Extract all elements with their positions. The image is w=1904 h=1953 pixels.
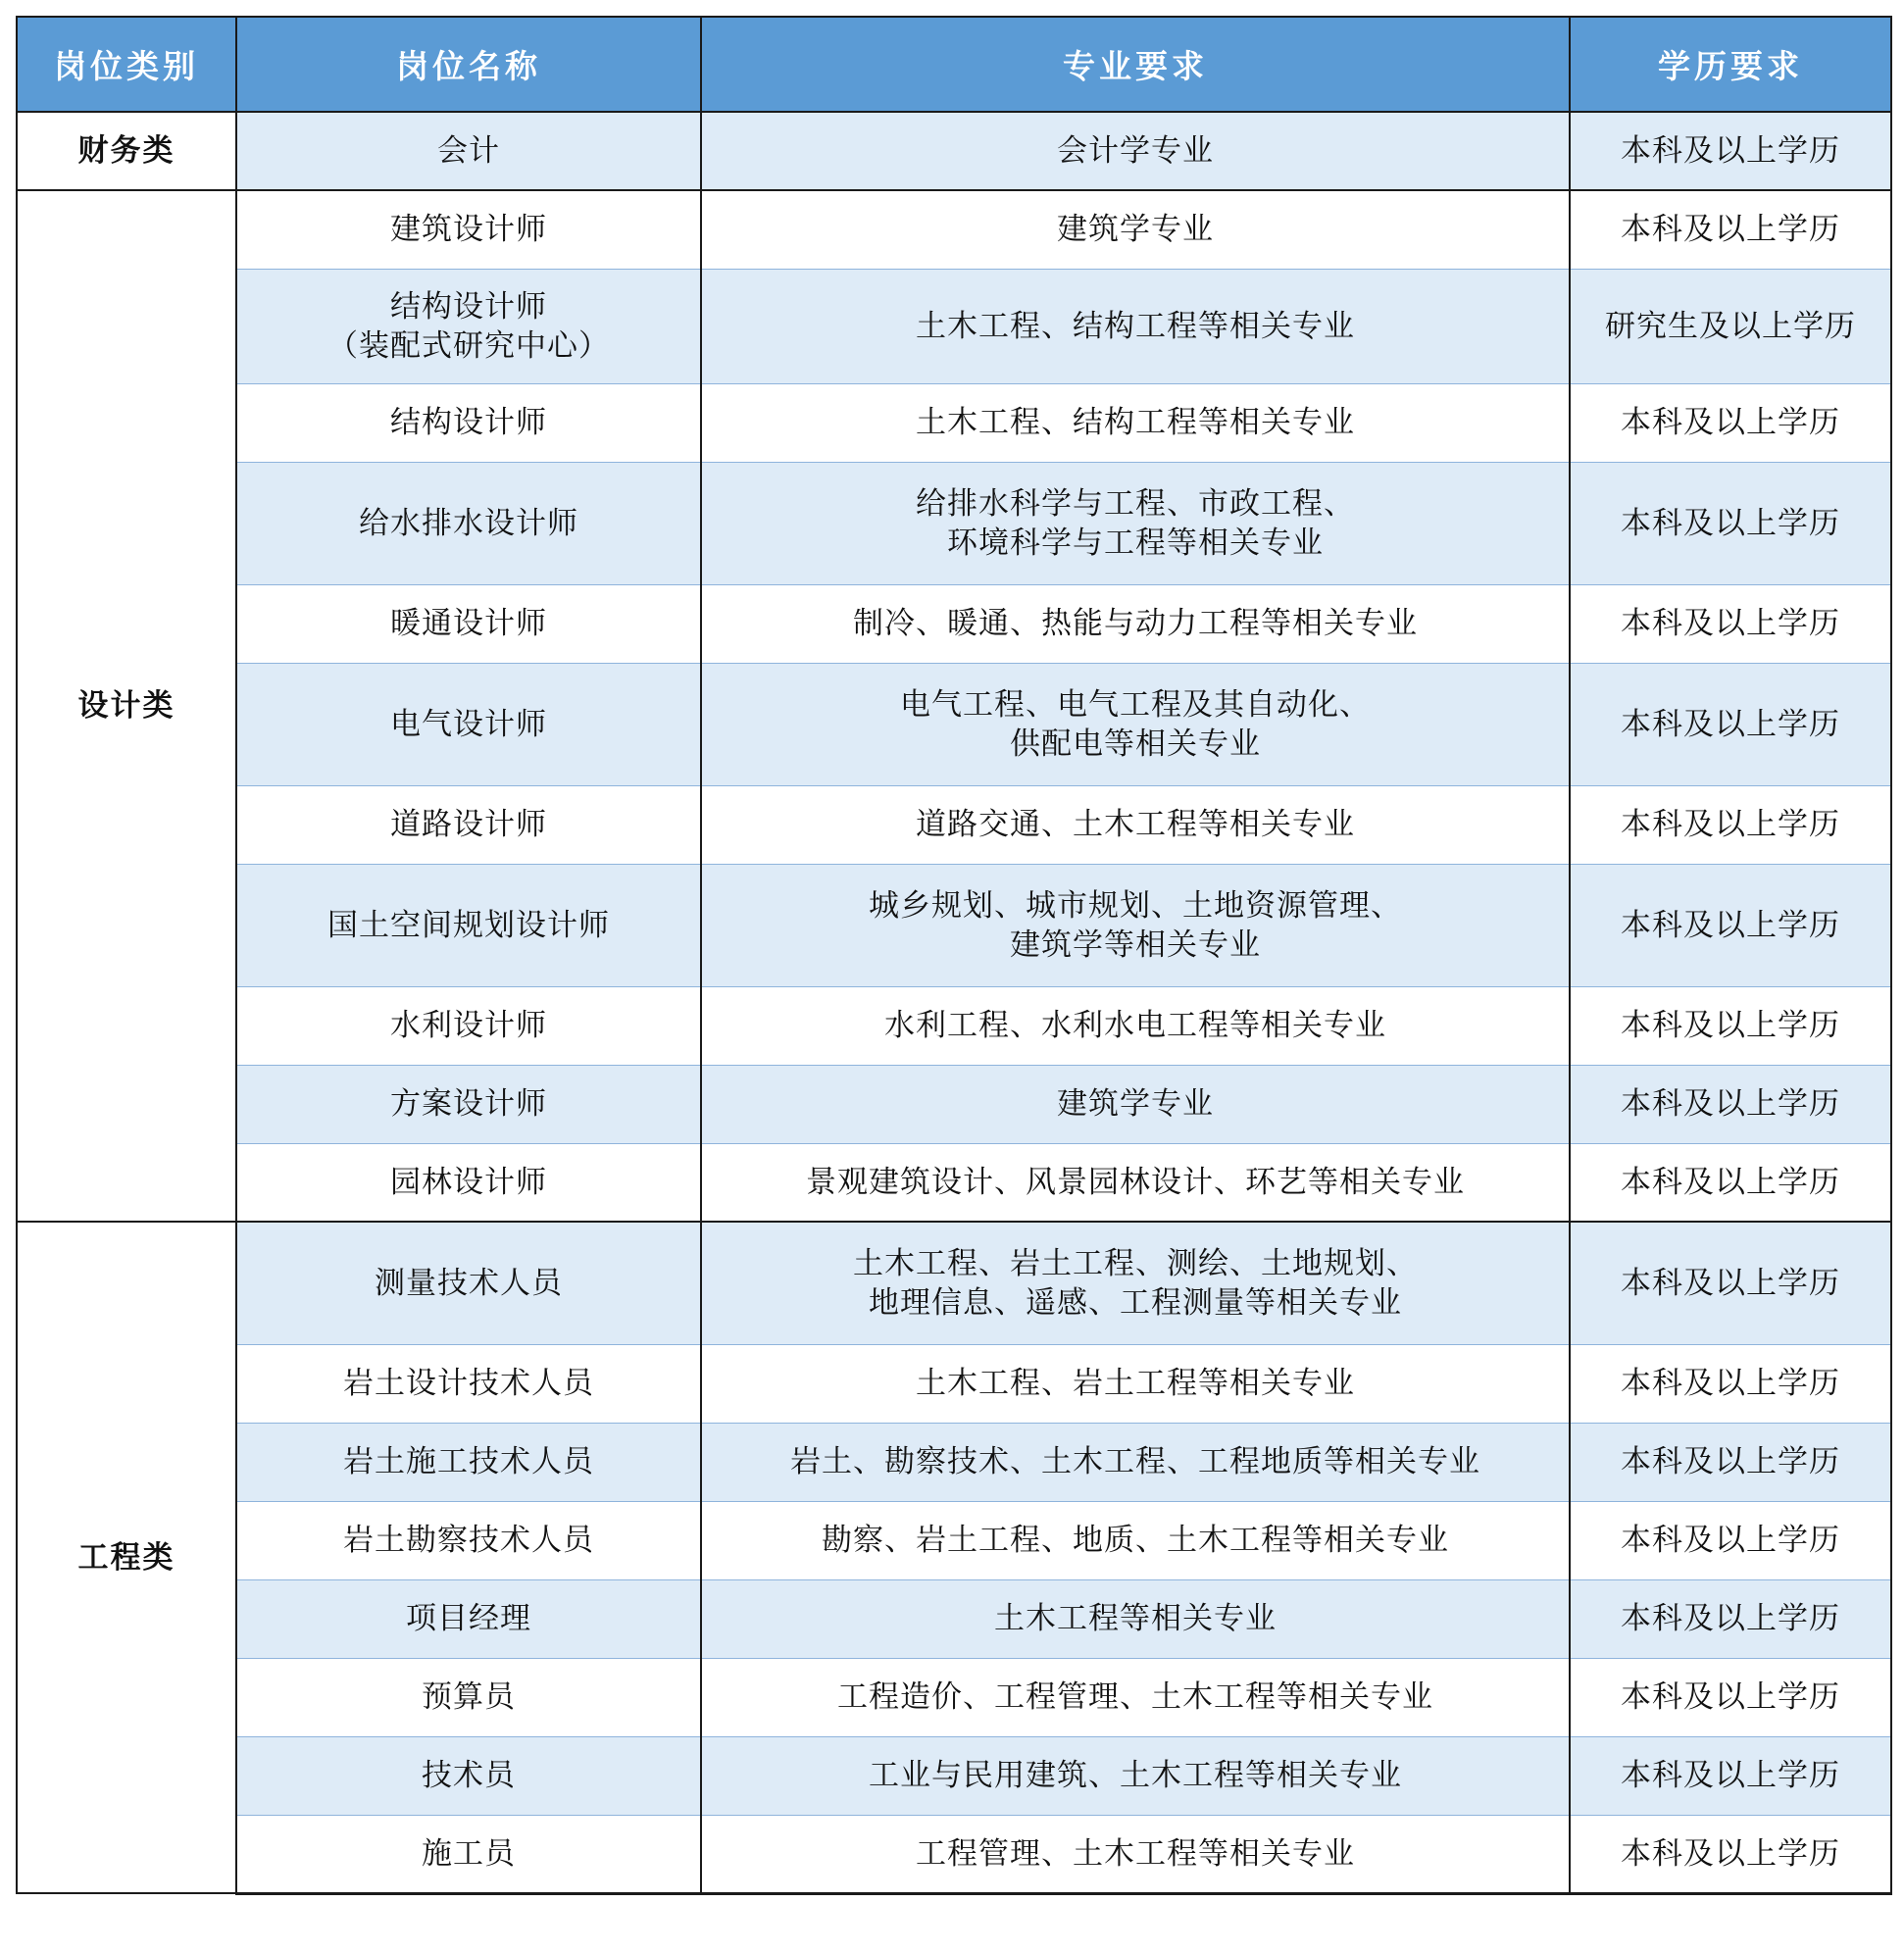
education-cell: 本科及以上学历	[1570, 1736, 1891, 1815]
category-cell: 工程类	[17, 1222, 236, 1893]
education-cell: 本科及以上学历	[1570, 864, 1891, 986]
position-cell	[236, 1344, 701, 1423]
education-cell: 本科及以上学历	[1570, 1222, 1891, 1344]
major-line: 土木工程等相关专业	[994, 1601, 1277, 1636]
table-row	[17, 383, 1891, 462]
major-line: 土木工程、岩土工程等相关专业	[916, 1366, 1355, 1401]
major-cell	[701, 462, 1570, 584]
position-line: 岩土勘察技术人员	[343, 1523, 594, 1558]
education-cell: 本科及以上学历	[1570, 785, 1891, 864]
category-cell: 财务类	[17, 112, 236, 190]
position-line: 园林设计师	[390, 1164, 547, 1200]
major-cell	[701, 112, 1570, 190]
position-line: 结构设计师	[390, 288, 547, 325]
major-line: 工程管理、土木工程等相关专业	[916, 1835, 1355, 1872]
table-row	[17, 1065, 1891, 1143]
major-line: 岩土、勘察技术、土木工程、工程地质等相关专业	[790, 1444, 1480, 1479]
header-major: 专业要求	[701, 17, 1570, 112]
education-cell: 本科及以上学历	[1570, 1344, 1891, 1423]
education-cell: 本科及以上学历	[1570, 462, 1891, 584]
major-cell	[701, 1658, 1570, 1736]
education-cell: 本科及以上学历	[1570, 1423, 1891, 1501]
major-cell	[701, 1501, 1570, 1579]
position-cell	[236, 190, 701, 269]
major-cell	[701, 269, 1570, 383]
position-cell	[236, 112, 701, 190]
major-line: 建筑学专业	[1057, 212, 1214, 248]
recruitment-table	[16, 16, 1892, 1895]
education-cell: 本科及以上学历	[1570, 1143, 1891, 1222]
position-line: （装配式研究中心）	[327, 327, 610, 364]
education-cell: 本科及以上学历	[1570, 663, 1891, 785]
major-line: 工业与民用建筑、土木工程等相关专业	[869, 1758, 1402, 1793]
position-line: 国土空间规划设计师	[327, 907, 610, 943]
table-row	[17, 986, 1891, 1065]
table-row	[17, 1658, 1891, 1736]
major-line: 供配电等相关专业	[1010, 726, 1261, 762]
position-line: 测量技术人员	[375, 1265, 563, 1301]
table-row	[17, 462, 1891, 584]
header-position: 岗位名称	[236, 17, 701, 112]
table-row	[17, 112, 1891, 190]
education-cell: 本科及以上学历	[1570, 112, 1891, 190]
position-line: 岩土施工技术人员	[343, 1444, 594, 1479]
position-line: 施工员	[422, 1835, 516, 1872]
major-line: 道路交通、土木工程等相关专业	[916, 807, 1355, 842]
position-cell	[236, 1815, 701, 1893]
major-cell	[701, 1736, 1570, 1815]
major-cell	[701, 864, 1570, 986]
position-cell	[236, 1658, 701, 1736]
major-line: 会计学专业	[1057, 133, 1214, 169]
major-line: 建筑学专业	[1057, 1086, 1214, 1122]
major-cell	[701, 663, 1570, 785]
position-line: 预算员	[422, 1679, 516, 1715]
header-category: 岗位类别	[17, 17, 236, 112]
position-line: 给水排水设计师	[359, 505, 578, 541]
education-cell: 本科及以上学历	[1570, 190, 1891, 269]
major-line: 制冷、暖通、热能与动力工程等相关专业	[853, 606, 1418, 641]
major-line: 城乡规划、城市规划、土地资源管理、	[869, 887, 1402, 924]
education-cell: 本科及以上学历	[1570, 1579, 1891, 1658]
position-cell	[236, 1065, 701, 1143]
major-cell	[701, 383, 1570, 462]
major-line: 土木工程、结构工程等相关专业	[916, 405, 1355, 440]
position-cell	[236, 1579, 701, 1658]
table-row	[17, 785, 1891, 864]
position-line: 水利设计师	[390, 1008, 547, 1043]
position-cell	[236, 1736, 701, 1815]
major-cell	[701, 1815, 1570, 1893]
table-row	[17, 864, 1891, 986]
major-line: 建筑学等相关专业	[1010, 926, 1261, 963]
table-row	[17, 1222, 1891, 1344]
position-cell	[236, 584, 701, 663]
major-line: 电气工程、电气工程及其自动化、	[900, 686, 1371, 723]
table-row	[17, 1344, 1891, 1423]
header-education: 学历要求	[1570, 17, 1891, 112]
education-cell: 研究生及以上学历	[1570, 269, 1891, 383]
major-line: 地理信息、遥感、工程测量等相关专业	[869, 1284, 1402, 1321]
major-line: 给排水科学与工程、市政工程、	[916, 485, 1355, 522]
education-cell: 本科及以上学历	[1570, 1658, 1891, 1736]
major-cell	[701, 1065, 1570, 1143]
major-line: 勘察、岩土工程、地质、土木工程等相关专业	[822, 1523, 1449, 1558]
position-cell	[236, 1501, 701, 1579]
major-cell	[701, 1579, 1570, 1658]
category-cell: 设计类	[17, 190, 236, 1222]
table-body	[17, 112, 1891, 1893]
table-row	[17, 1579, 1891, 1658]
major-cell	[701, 584, 1570, 663]
position-cell	[236, 1143, 701, 1222]
major-line: 土木工程、结构工程等相关专业	[916, 308, 1355, 344]
education-cell: 本科及以上学历	[1570, 383, 1891, 462]
position-cell	[236, 269, 701, 383]
table-row	[17, 663, 1891, 785]
major-line: 工程造价、工程管理、土木工程等相关专业	[837, 1679, 1433, 1715]
position-line: 道路设计师	[390, 807, 547, 842]
table-row	[17, 584, 1891, 663]
position-line: 岩土设计技术人员	[343, 1366, 594, 1401]
position-cell	[236, 1423, 701, 1501]
major-cell	[701, 1222, 1570, 1344]
position-line: 技术员	[422, 1758, 516, 1793]
table-row	[17, 269, 1891, 383]
table-row	[17, 1501, 1891, 1579]
major-cell	[701, 1143, 1570, 1222]
position-line: 会计	[437, 133, 500, 169]
major-line: 景观建筑设计、风景园林设计、环艺等相关专业	[806, 1164, 1465, 1200]
position-line: 方案设计师	[390, 1086, 547, 1122]
position-line: 项目经理	[406, 1601, 531, 1636]
education-cell: 本科及以上学历	[1570, 1815, 1891, 1893]
position-cell	[236, 462, 701, 584]
major-line: 水利工程、水利水电工程等相关专业	[884, 1008, 1386, 1043]
table-row	[17, 1736, 1891, 1815]
position-cell	[236, 1222, 701, 1344]
position-line: 暖通设计师	[390, 606, 547, 641]
position-cell	[236, 785, 701, 864]
major-cell	[701, 785, 1570, 864]
table-row	[17, 1143, 1891, 1222]
header-row	[17, 17, 1891, 112]
position-cell	[236, 986, 701, 1065]
major-cell	[701, 986, 1570, 1065]
major-line: 环境科学与工程等相关专业	[947, 525, 1324, 561]
major-cell	[701, 190, 1570, 269]
position-cell	[236, 663, 701, 785]
education-cell: 本科及以上学历	[1570, 986, 1891, 1065]
table-row	[17, 1423, 1891, 1501]
table-row	[17, 190, 1891, 269]
major-line: 土木工程、岩土工程、测绘、土地规划、	[853, 1245, 1418, 1281]
position-cell	[236, 383, 701, 462]
table-row	[17, 1815, 1891, 1893]
position-line: 电气设计师	[390, 706, 547, 742]
education-cell: 本科及以上学历	[1570, 1065, 1891, 1143]
position-cell	[236, 864, 701, 986]
major-cell	[701, 1423, 1570, 1501]
position-line: 结构设计师	[390, 405, 547, 440]
table-header	[17, 17, 1891, 112]
position-line: 建筑设计师	[390, 212, 547, 248]
education-cell: 本科及以上学历	[1570, 1501, 1891, 1579]
major-cell	[701, 1344, 1570, 1423]
education-cell: 本科及以上学历	[1570, 584, 1891, 663]
